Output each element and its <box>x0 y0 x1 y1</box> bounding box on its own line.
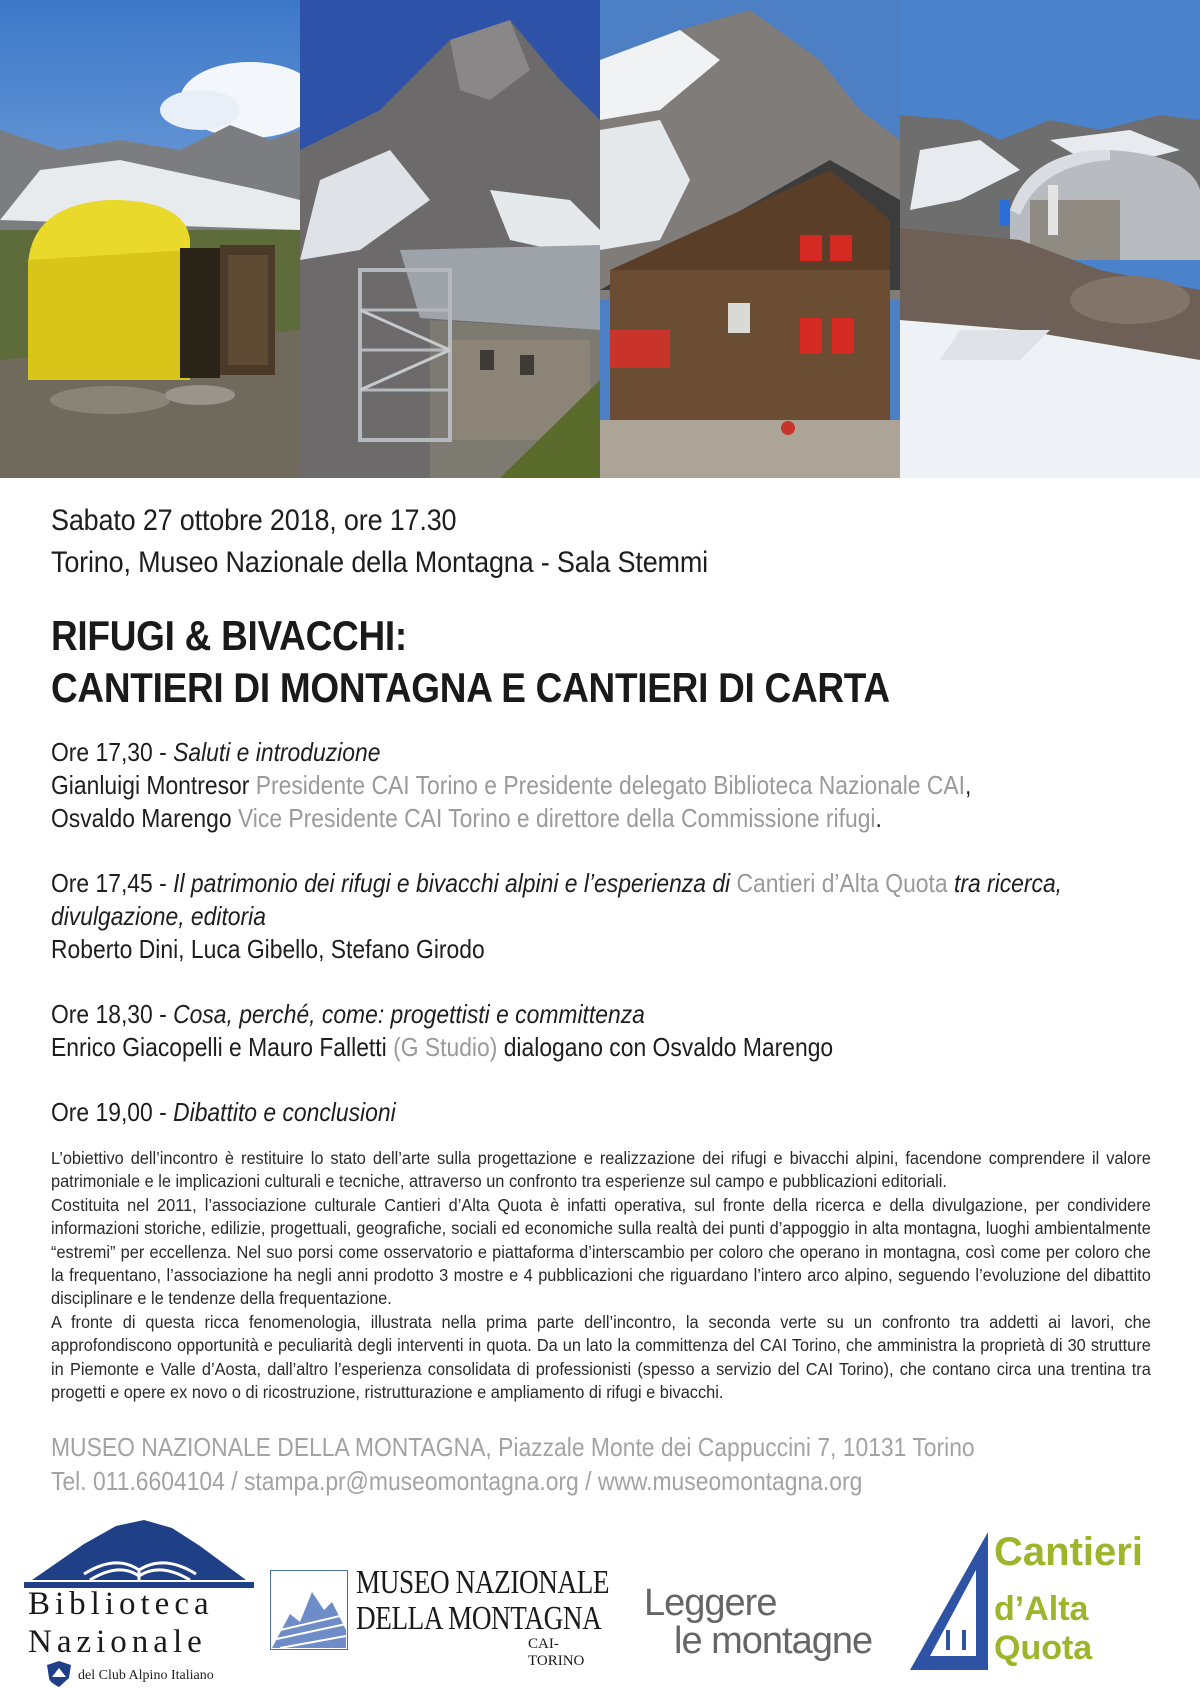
session-topic: Saluti e introduzione <box>173 737 381 767</box>
footer-contact-line: Tel. 011.6604104 / stampa.pr@museomontagna.org / www.museomontagna.org <box>51 1466 863 1497</box>
session-organization: (G Studio) <box>393 1032 498 1062</box>
partner-logos <box>0 1510 1200 1688</box>
session-topic: Cosa, perché, come: progettisti e committenza <box>173 999 645 1029</box>
session-time: Ore 18,30 - <box>51 999 174 1029</box>
logo-museo-montagna <box>270 1564 610 1669</box>
photo-strip <box>0 0 1200 478</box>
speaker-name: Osvaldo Marengo <box>51 803 232 833</box>
session-speakers: Enrico Giacopelli e Mauro Falletti <box>51 1032 394 1062</box>
description-paragraph: L’obiettivo dell’incontro è restituire lo stato dell’arte sulla progettazione e realizzazione dei rifugi e bivacchi alpini, facendone comprendere il valore patrimoniale e le implicazioni culturali e tecniche, attraverso un confronto tra esperienze sul campo e pubblicazioni editoriali. <box>51 1148 1151 1192</box>
logo-biblioteca-nazionale <box>24 1518 254 1688</box>
leggere-line1: Leggere <box>644 1582 777 1624</box>
speaker-name: Gianluigi Montresor <box>51 770 250 800</box>
logo-cantieri-alta-quota <box>906 1510 1196 1688</box>
session-time: Ore 19,00 - <box>51 1097 174 1127</box>
photo-yellow-bivouac <box>0 0 300 478</box>
session-time: Ore 17,30 - <box>51 737 174 767</box>
session-topic-line2: divulgazione, editoria <box>51 901 266 931</box>
speaker-punct: . <box>875 803 882 833</box>
description-paragraph: Costituita nel 2011, l’associazione culturale Cantieri d’Alta Quota è infatti operativa, sul fronte della ricerca e della divulgazione, per condividere informazioni storiche, edilizie, progettuali, geografiche, sociali ed economiche sulla realtà dei punti d’appoggio in alta montagna, luoghi ambientalmente “estremi” per eccellenza. Nel suo porsi come osservatorio e piattaforma d’interscambio per coloro che operano in montagna, così come per coloro che la frequentano, l’associazione ha negli anni prodotto 3 mostre e 4 pubblicazioni che riguardano l’intero arco alpino, seguendo l’evoluzione del dibattito disciplinare e le tendenze della frequentazione. <box>51 1194 1151 1309</box>
event-title-line2: CANTIERI DI MONTAGNA E CANTIERI DI CARTA <box>51 664 890 711</box>
photo-wooden-hut <box>600 0 900 478</box>
event-place: Torino, Museo Nazionale della Montagna - Sala Stemmi <box>51 546 708 579</box>
speaker-role: Presidente CAI Torino e Presidente delegato Biblioteca Nazionale CAI <box>249 770 966 800</box>
footer-address-line: MUSEO NAZIONALE DELLA MONTAGNA, Piazzale Monte dei Cappuccini 7, 10131 Torino <box>51 1432 975 1463</box>
speaker-role: Vice Presidente CAI Torino e direttore della Commissione rifugi <box>231 803 876 833</box>
cantieri-line1: Cantieri <box>994 1530 1143 1574</box>
cantieri-line2: d’Alta Quota <box>994 1590 1093 1667</box>
event-date: Sabato 27 ottobre 2018, ore 17.30 <box>51 504 457 537</box>
event-content <box>51 500 1151 1498</box>
museo-line2: DELLA MONTAGNA <box>356 1600 602 1637</box>
photo-metal-hut <box>300 0 600 478</box>
photo-vault-hut <box>900 0 1200 478</box>
biblioteca-word: Biblioteca <box>28 1586 214 1622</box>
program-session-3 <box>51 998 1151 1064</box>
session-speakers-cont: dialogano con Osvaldo Marengo <box>497 1032 834 1062</box>
session-topic-cont: tra ricerca, <box>947 868 1063 898</box>
cai-emblem-icon <box>46 1660 72 1688</box>
logo-leggere-le-montagne <box>644 1582 894 1662</box>
session-topic: Dibattito e conclusioni <box>173 1097 396 1127</box>
leggere-line2: le montagne <box>674 1620 873 1662</box>
program-session-2 <box>51 867 1151 966</box>
session-topic: Il patrimonio dei rifugi e bivacchi alpini e l’esperienza di <box>173 868 737 898</box>
program-session-4 <box>51 1096 1151 1129</box>
program-session-1 <box>51 736 1151 835</box>
session-time: Ore 17,45 - <box>51 868 174 898</box>
session-organization: Cantieri d’Alta Quota <box>736 868 948 898</box>
event-title <box>51 610 1019 714</box>
description-paragraph: A fronte di questa ricca fenomenologia, illustrata nella prima parte dell’incontro, la seconda verte su un confronto tra addetti ai lavori, che approfondiscono opportunità e peculiarità degli interventi in quota. Da un lato la committenza del CAI Torino, che amministra la proprietà di 30 strutture in Piemonte e Valle d’Aosta, dall’altro l’esperienza consolidata di professionisti (spesso a servizio del CAI Torino), che contano circa una trentina tra progetti e opere ex novo o di ricostruzione, ristrutturazione e ampliamento di rifugi e bivacchi. <box>51 1311 1151 1403</box>
mountain-book-icon <box>24 1518 254 1590</box>
event-title-line1: RIFUGI & BIVACCHI: <box>51 612 407 659</box>
event-description <box>51 1147 1151 1404</box>
speaker-punct: , <box>965 770 972 800</box>
museo-line1: MUSEO NAZIONALE <box>356 1564 610 1601</box>
footer-contacts <box>51 1430 1019 1498</box>
museo-subtitle: CAI-TORINO <box>528 1636 585 1669</box>
session-speakers: Roberto Dini, Luca Gibello, Stefano Girodo <box>51 934 485 964</box>
biblioteca-subtitle: del Club Alpino Italiano <box>78 1668 214 1683</box>
nazionale-word: Nazionale <box>28 1624 207 1660</box>
museum-mountain-icon <box>270 1570 348 1650</box>
